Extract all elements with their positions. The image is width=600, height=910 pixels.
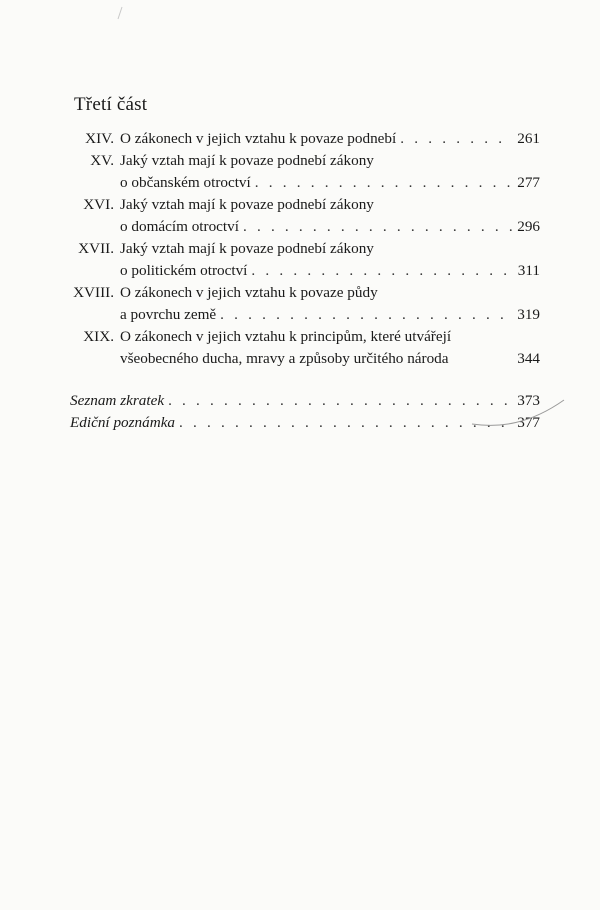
- chapter-number: XV.: [90, 152, 114, 169]
- toc-line-body: [120, 348, 540, 370]
- pencil-mark: [116, 6, 124, 20]
- chapter-title-text: O zákonech v jejich vztahu k povaze podnebí: [120, 130, 397, 147]
- dot-leader: [255, 172, 513, 194]
- toc-line: [60, 326, 540, 348]
- toc-entry: [60, 194, 540, 238]
- toc-line-body: [120, 260, 540, 282]
- chapter-title-text: o občanském otroctví: [120, 174, 251, 191]
- toc-line: [60, 348, 540, 370]
- toc-line-body: [120, 282, 540, 304]
- page-number: 277: [517, 174, 540, 191]
- chapter-title-text: o politickém otroctví: [120, 262, 248, 279]
- chapter-title-text: všeobecného ducha, mravy a způsoby určitého národa: [120, 350, 449, 367]
- dot-leader: [251, 260, 513, 282]
- dot-leader: [220, 304, 513, 326]
- toc-entry: [60, 326, 540, 370]
- toc-line-body: [120, 194, 540, 216]
- toc-line: [60, 238, 540, 260]
- back-matter-entry: [60, 412, 540, 434]
- toc-line: [60, 128, 540, 150]
- chapter-title-text: O zákonech v jejich vztahu k principům, které utvářejí: [120, 328, 452, 345]
- page-number: 261: [517, 130, 540, 147]
- toc-entry: [60, 282, 540, 326]
- toc-entry: [60, 238, 540, 282]
- toc-line: [60, 282, 540, 304]
- toc-line: [60, 150, 540, 172]
- chapter-title-text: O zákonech v jejich vztahu k povaze půdy: [120, 284, 378, 301]
- back-matter-title: Ediční poznámka: [70, 414, 176, 431]
- chapter-title-text: Jaký vztah mají k povaze podnebí zákony: [120, 240, 374, 257]
- toc-line-body: [120, 326, 540, 348]
- chapter-title-text: a povrchu země: [120, 306, 217, 323]
- page-number: 373: [517, 392, 540, 409]
- pencil-underline-mark: [470, 398, 566, 430]
- chapter-number: XVIII.: [73, 284, 114, 301]
- chapter-title-text: Jaký vztah mají k povaze podnebí zákony: [120, 196, 374, 213]
- toc-line: [60, 216, 540, 238]
- chapter-number: XVII.: [78, 240, 114, 257]
- page-number: 319: [517, 306, 540, 323]
- chapter-number: XVI.: [83, 196, 114, 213]
- toc-line-body: [120, 172, 540, 194]
- dot-leader: [400, 128, 513, 150]
- toc-entry: [60, 150, 540, 194]
- toc-line-body: [120, 238, 540, 260]
- toc-entry: [60, 128, 540, 150]
- page-number: 377: [517, 414, 540, 431]
- dot-leader: [168, 390, 513, 412]
- toc-line-body: [120, 216, 540, 238]
- table-of-contents: [60, 128, 540, 434]
- page-number: 344: [517, 350, 540, 367]
- chapter-number: XIX.: [83, 328, 114, 345]
- toc-line-body: [120, 304, 540, 326]
- toc-line-body: [120, 128, 540, 150]
- dot-leader: [179, 412, 513, 434]
- toc-line: [60, 304, 540, 326]
- chapter-title-text: o domácím otroctví: [120, 218, 239, 235]
- back-matter-entry: [60, 390, 540, 412]
- chapter-title-text: Jaký vztah mají k povaze podnebí zákony: [120, 152, 374, 169]
- page-number: 311: [517, 262, 540, 279]
- toc-line: [60, 194, 540, 216]
- toc-line-body: [120, 150, 540, 172]
- back-matter-title: Seznam zkratek: [70, 392, 165, 409]
- section-gap: [60, 370, 540, 390]
- toc-line: [60, 172, 540, 194]
- part-title: Třetí část: [74, 94, 148, 115]
- dot-leader: [243, 216, 513, 238]
- page-number: 296: [517, 218, 540, 235]
- chapter-number: XIV.: [85, 130, 114, 147]
- toc-line: [60, 260, 540, 282]
